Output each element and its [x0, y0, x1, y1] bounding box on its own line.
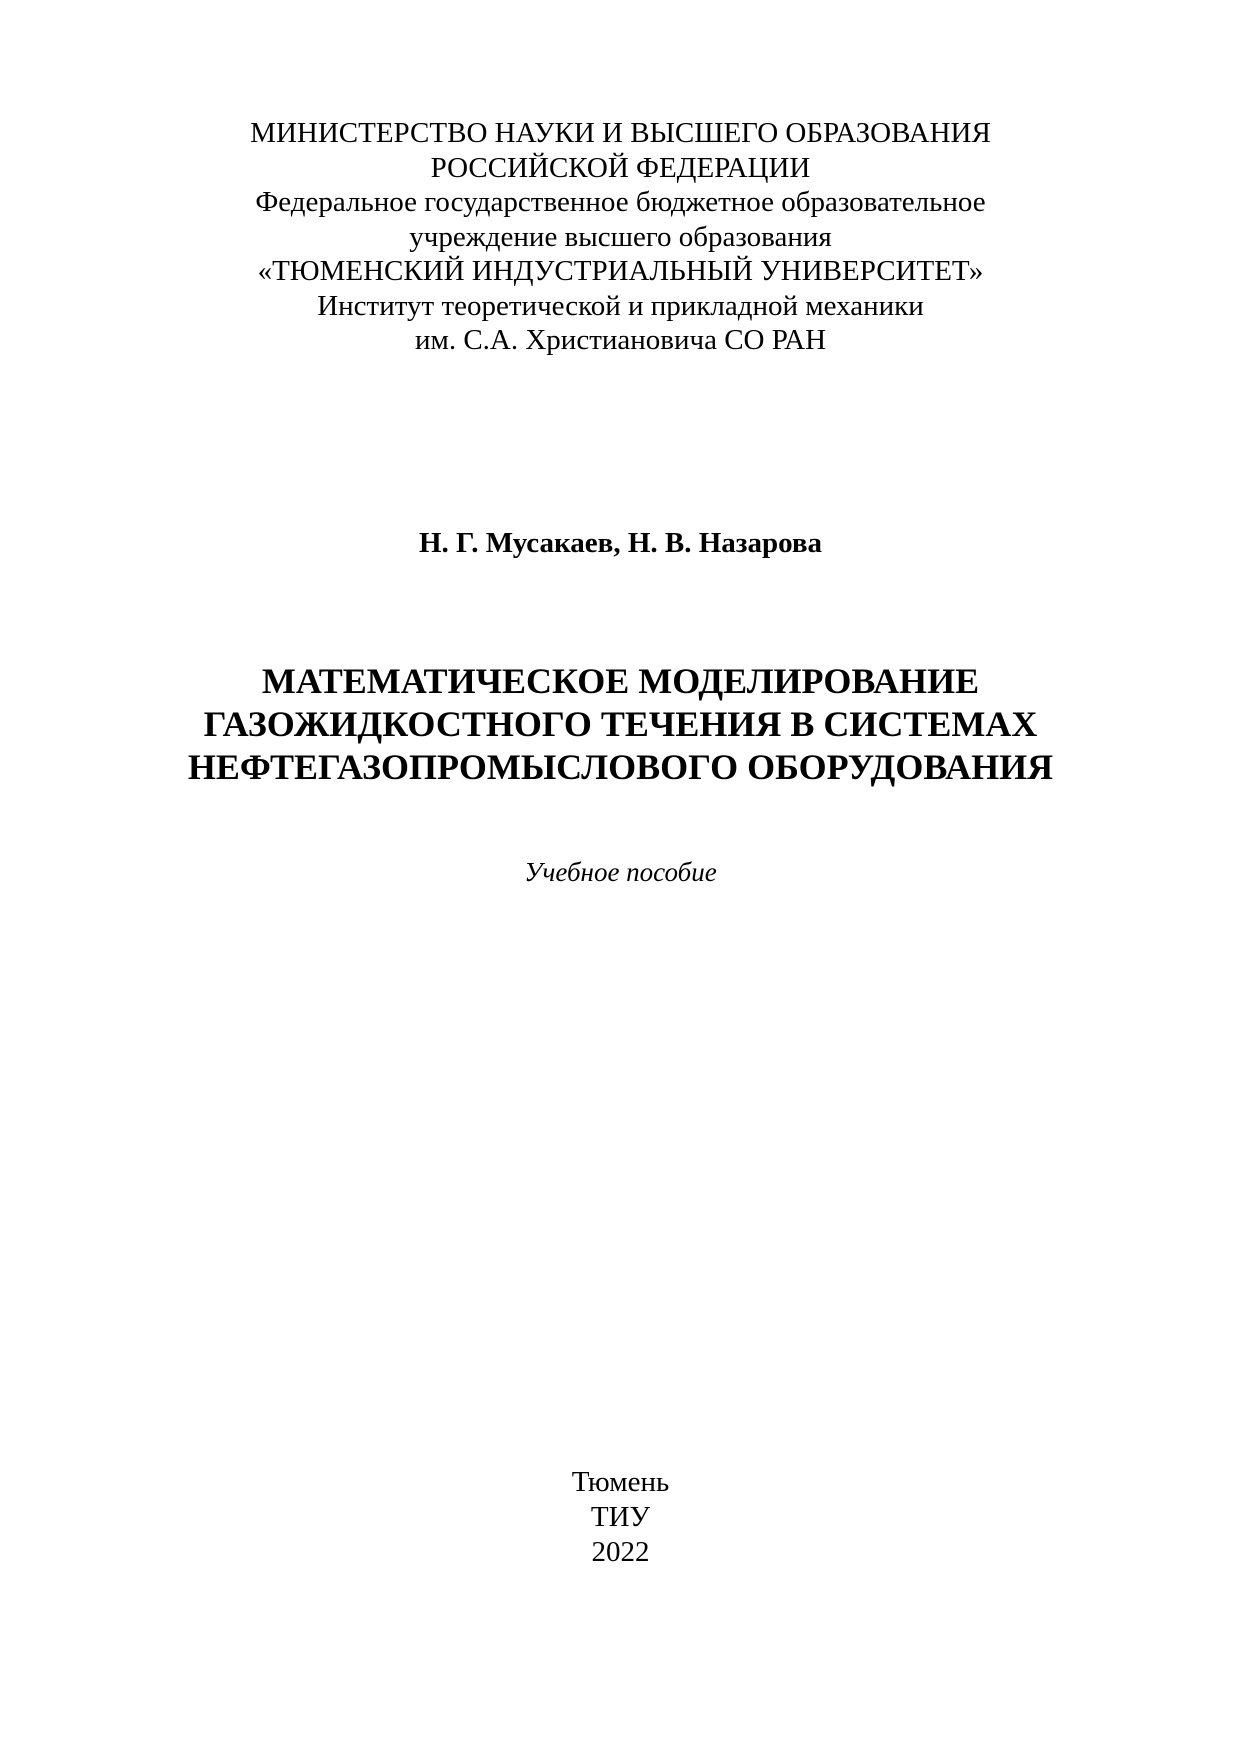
institution-type-line-2: учреждение высшего образования [409, 220, 832, 253]
imprint-year: 2022 [591, 1536, 650, 1568]
institution-header [0, 116, 1241, 358]
title-line-3: НЕФТЕГАЗОПРОМЫСЛОВОГО ОБОРУДОВАНИЯ [187, 747, 1054, 787]
institution-type-line-1: Федеральное государственное бюджетное образовательное [255, 186, 986, 218]
authors: Н. Г. Мусакаев, Н. В. Назарова [418, 527, 823, 559]
imprint-city: Тюмень [571, 1466, 670, 1498]
title-line-2: ГАЗОЖИДКОСТНОГО ТЕЧЕНИЯ В СИСТЕМАХ [203, 704, 1038, 744]
book-title [0, 660, 1241, 789]
ministry-line-1: МИНИСТЕРСТВО НАУКИ И ВЫСШЕГО ОБРАЗОВАНИЯ [250, 117, 991, 149]
institute-line-2: им. С.А. Христиановича СО РАН [414, 324, 827, 356]
document-type: Учебное пособие [524, 857, 717, 887]
imprint-publisher: ТИУ [590, 1501, 651, 1533]
title-line-1: МАТЕМАТИЧЕСКОЕ МОДЕЛИРОВАНИЕ [261, 661, 980, 701]
imprint [0, 1465, 1241, 1570]
university-name: «ТЮМЕНСКИЙ ИНДУСТРИАЛЬНЫЙ УНИВЕРСИТЕТ» [257, 255, 984, 287]
institute-line-1: Институт теоретической и прикладной механики [317, 289, 924, 322]
ministry-line-2: РОССИЙСКОЙ ФЕДЕРАЦИИ [430, 151, 811, 184]
